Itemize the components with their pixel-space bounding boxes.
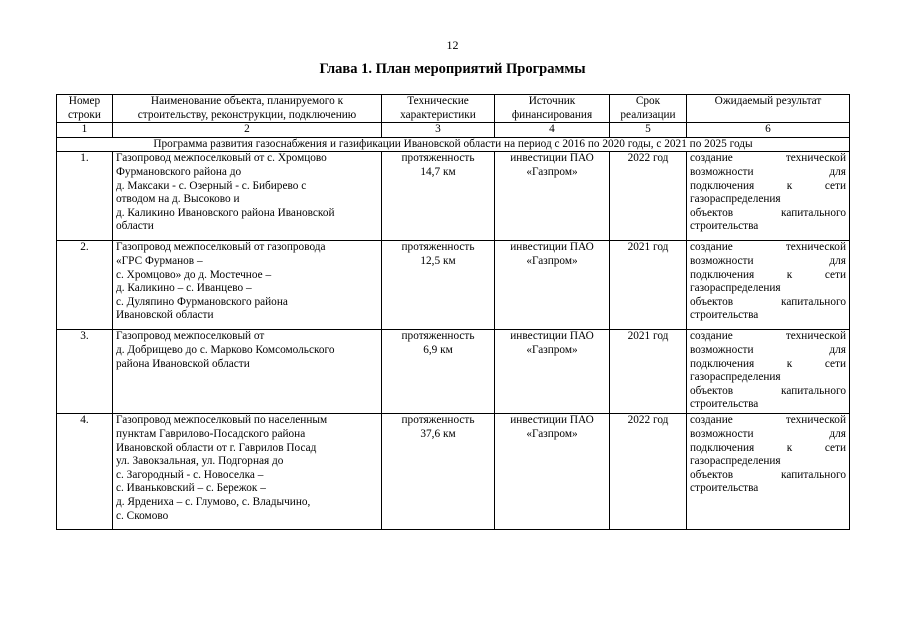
section-title: Программа развития газоснабжения и газификации Ивановской области на период с 2016 по 2020 годы, с 2021 по 2025 годы (57, 137, 850, 152)
header-funding-source: Источник финансирования (495, 95, 610, 123)
object-name: Газопровод межпоселковый по населенным пунктам Гаврилово-Посадского района Ивановской области от г. Гаврилов Посад ул. Завокзальная, ул. Подгорная до с. Загородный - с. Новоселка – с. Иваньковский – с. Бережок – д. Ярдениха – с. Глумово, с. Владычино, с. Скомово (113, 414, 382, 530)
tech-characteristics: протяженность 12,5 км (382, 241, 495, 330)
term: 2021 год (610, 241, 687, 330)
funding-source: инвестиции ПАО «Газпром» (495, 330, 610, 414)
header-expected-result: Ожидаемый результат (687, 95, 850, 123)
column-number: 3 (382, 123, 495, 138)
funding-source: инвестиции ПАО «Газпром» (495, 241, 610, 330)
term: 2022 год (610, 152, 687, 241)
tech-characteristics: протяженность 6,9 км (382, 330, 495, 414)
header-object-name: Наименование объекта, планируемого к строительству, реконструкции, подключению (113, 95, 382, 123)
column-number: 1 (57, 123, 113, 138)
column-number: 5 (610, 123, 687, 138)
term: 2022 год (610, 414, 687, 530)
column-number: 6 (687, 123, 850, 138)
expected-result: создание технической возможности для подключения к сети газораспределения объектов капитального строительства (687, 152, 850, 241)
tech-characteristics: протяженность 37,6 км (382, 414, 495, 530)
expected-result: создание технической возможности для подключения к сети газораспределения объектов капитального строительства (687, 330, 850, 414)
row-number: 3. (57, 330, 113, 414)
table-row (57, 241, 850, 330)
row-number: 1. (57, 152, 113, 241)
funding-source: инвестиции ПАО «Газпром» (495, 414, 610, 530)
table-row (57, 152, 850, 241)
header-tech-characteristics: Технические характеристики (382, 95, 495, 123)
header-row (57, 95, 850, 123)
tech-characteristics: протяженность 14,7 км (382, 152, 495, 241)
column-number: 2 (113, 123, 382, 138)
column-number: 4 (495, 123, 610, 138)
object-name: Газопровод межпоселковый от с. Хромцово Фурмановского района до д. Максаки - с. Озерный - с. Бибирево с отводом на д. Высоково и д. Каликино Ивановского района Ивановской области (113, 152, 382, 241)
term: 2021 год (610, 330, 687, 414)
object-name: Газопровод межпоселковый от газопровода «ГРС Фурманов – с. Хромцово» до д. Мостечное – д. Каликино – с. Иванцево – с. Дуляпино Фурмановского района Ивановской области (113, 241, 382, 330)
expected-result: создание технической возможности для подключения к сети газораспределения объектов капитального строительства (687, 414, 850, 530)
plan-table (56, 94, 850, 530)
chapter-title: Глава 1. План мероприятий Программы (319, 61, 586, 77)
page-number: 12 (446, 38, 459, 52)
expected-result: создание технической возможности для подключения к сети газораспределения объектов капитального строительства (687, 241, 850, 330)
section-row (57, 137, 850, 152)
header-term: Срок реализации (610, 95, 687, 123)
column-number-row (57, 123, 850, 138)
table-row (57, 414, 850, 530)
object-name: Газопровод межпоселковый от д. Добрищево до с. Марково Комсомольского района Ивановской области (113, 330, 382, 414)
row-number: 2. (57, 241, 113, 330)
funding-source: инвестиции ПАО «Газпром» (495, 152, 610, 241)
table-row (57, 330, 850, 414)
header-line-number: Номер строки (57, 95, 113, 123)
row-number: 4. (57, 414, 113, 530)
